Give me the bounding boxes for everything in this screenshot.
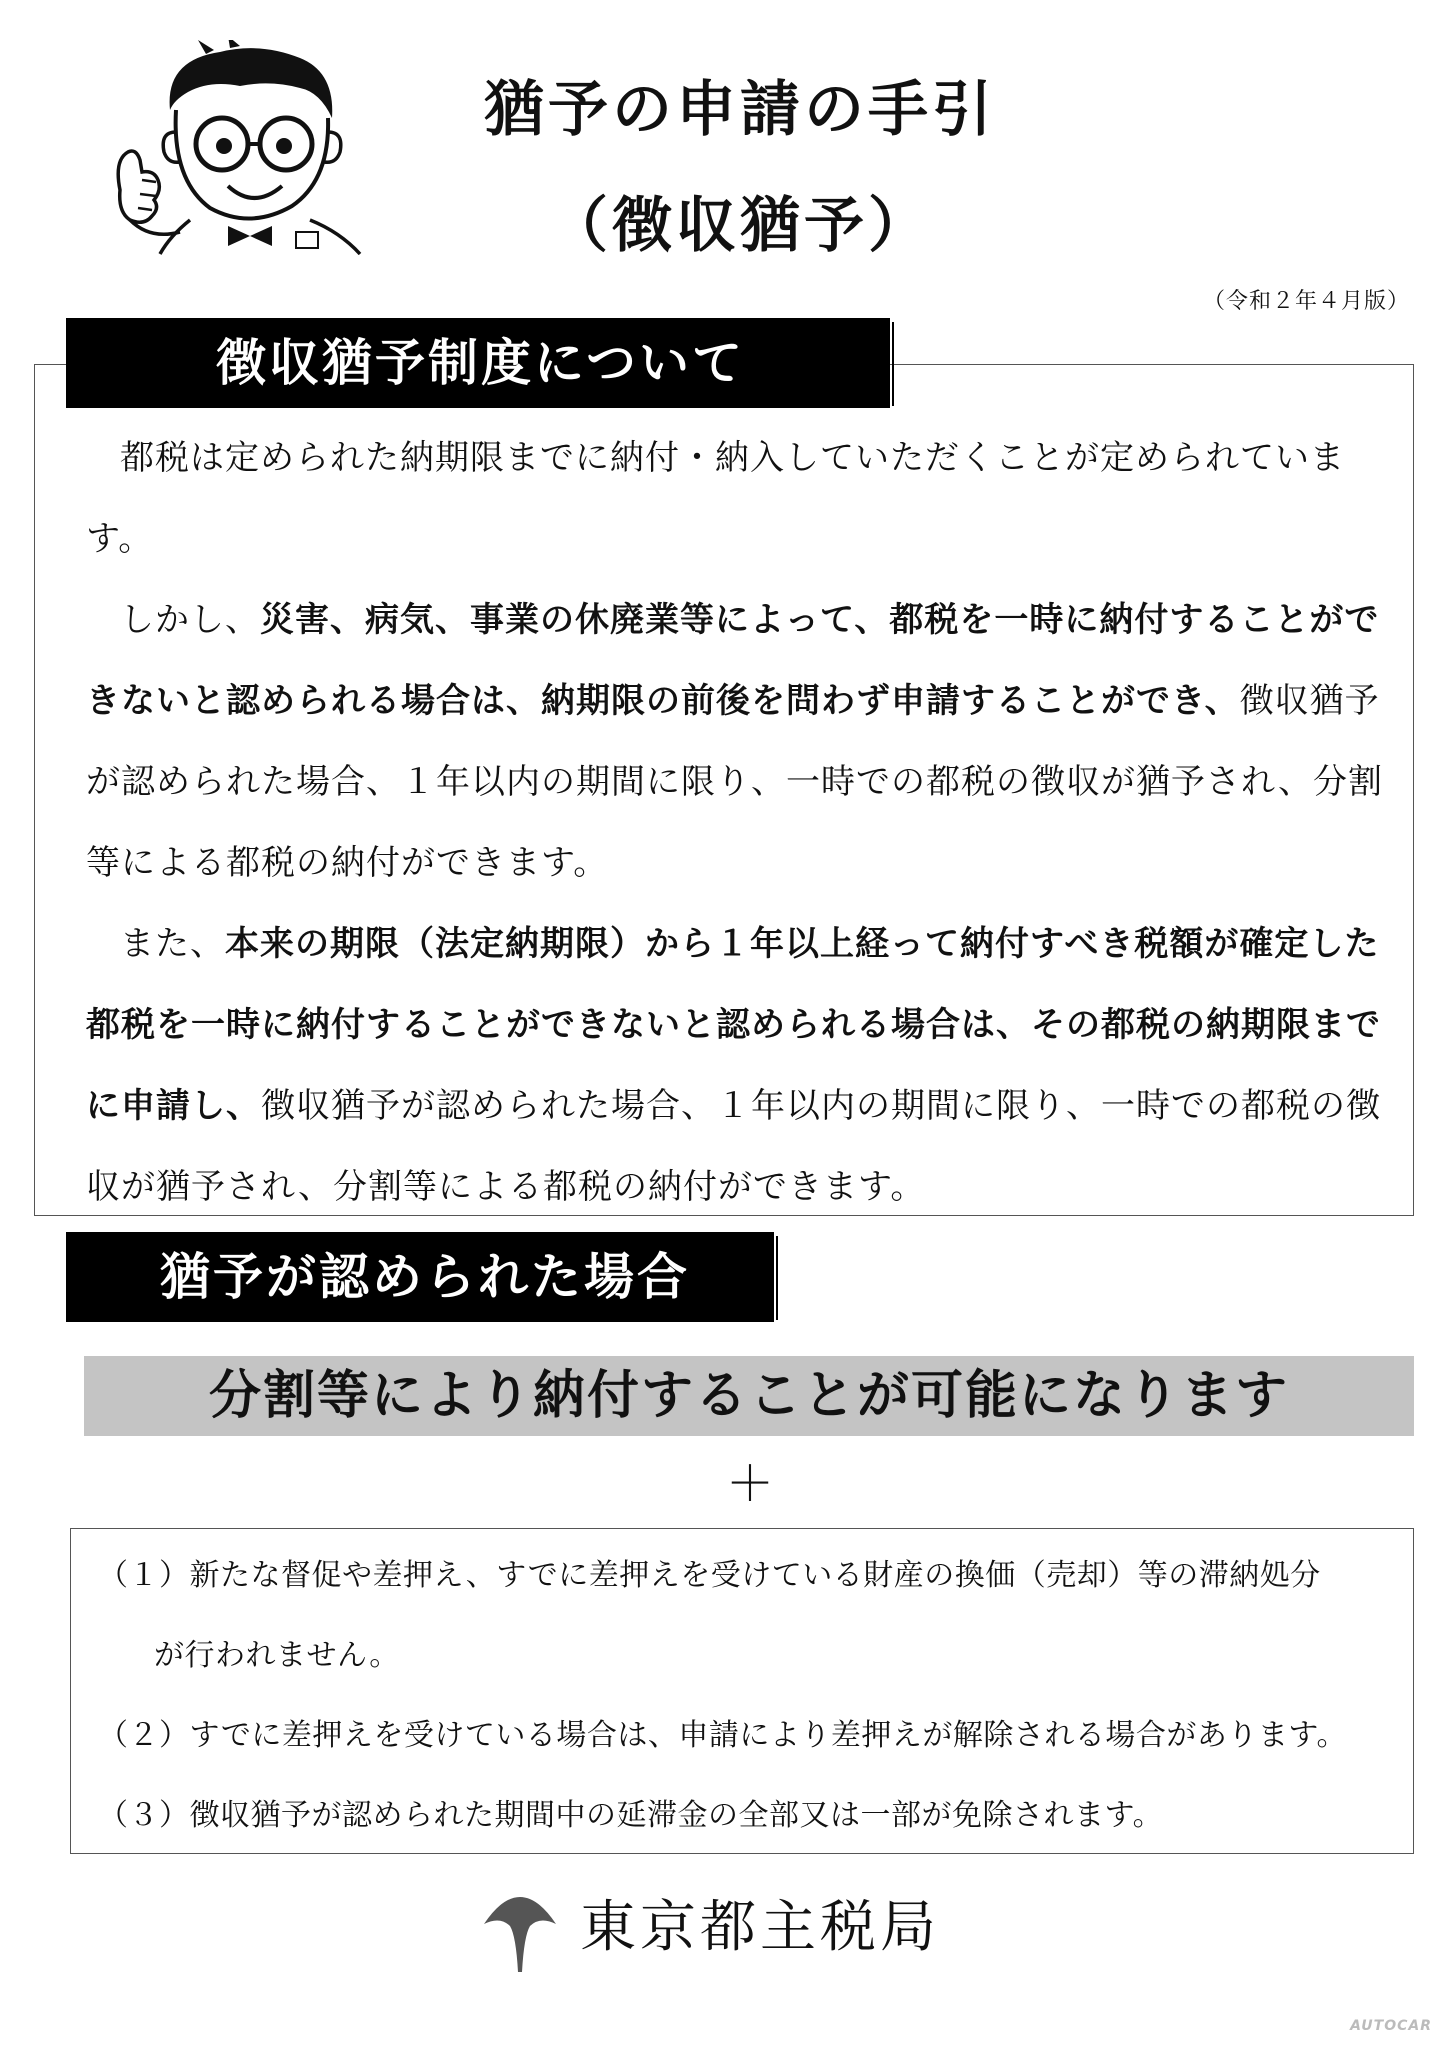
paragraph-3-lead: また、	[120, 924, 225, 964]
benefits-list	[98, 1536, 1408, 1856]
watermark: AUTOCAR	[1350, 2018, 1432, 2034]
list-item: （３）徴収猶予が認められた期間中の延滞金の全部又は一部が免除されます。	[98, 1798, 1164, 1833]
paragraph-2-lead: しかし、	[120, 600, 260, 640]
list-item-continuation: が行われません。	[154, 1638, 400, 1673]
edition-label: （令和２年４月版）	[1202, 289, 1410, 314]
section1-heading-edge	[892, 322, 894, 406]
section1-heading: 徴収猶予制度について	[216, 334, 745, 392]
paragraph-2	[86, 580, 1404, 904]
paragraph-3-rest: 徴収猶予が認められた場合、１年以内の期間に限り、一時での都税の徴収が猶予され、分割等による都税の納付ができます。	[86, 1086, 1381, 1207]
paragraph-1: 都税は定められた納期限までに納付・納入していただくことが定められています。	[86, 438, 1345, 559]
agency-name: 東京都主税局	[580, 1895, 940, 1960]
paragraph-3-emphasis: 本来の期限（法定納期限）から１年以上経って納付すべき税額が確定した都税を一時に納付することができないと認められる場合は、その都税の納期限までに申請し、	[86, 924, 1381, 1126]
document-title: 猶予の申請の手引	[484, 75, 996, 145]
section2-heading: 猶予が認められた場合	[160, 1248, 690, 1306]
list-item: （１）新たな督促や差押え、すでに差押えを受けている財産の換価（売却）等の滞納処分	[98, 1558, 1321, 1593]
mascot-illustration	[110, 40, 380, 255]
ginkgo-logo-icon	[480, 1888, 560, 1972]
installment-highlight: 分割等により納付することが可能になります	[84, 1356, 1414, 1436]
section1-body	[86, 418, 1404, 1228]
paragraph-3	[86, 904, 1404, 1228]
document-subtitle: （徴収猶予）	[548, 191, 932, 261]
plus-sign: ＋	[725, 1456, 774, 1512]
list-item: （２）すでに差押えを受けている場合は、申請により差押えが解除される場合があります。	[98, 1718, 1347, 1753]
paragraph-2-emphasis: 災害、病気、事業の休廃業等によって、都税を一時に納付することができないと認められる場合は、納期限の前後を問わず申請することができ、	[86, 600, 1380, 721]
paragraph-2-rest: 徴収猶予が認められた場合、１年以内の期間に限り、一時での都税の徴収が猶予され、分割等による都税の納付ができます。	[86, 681, 1384, 883]
section2-heading-edge	[776, 1236, 778, 1320]
